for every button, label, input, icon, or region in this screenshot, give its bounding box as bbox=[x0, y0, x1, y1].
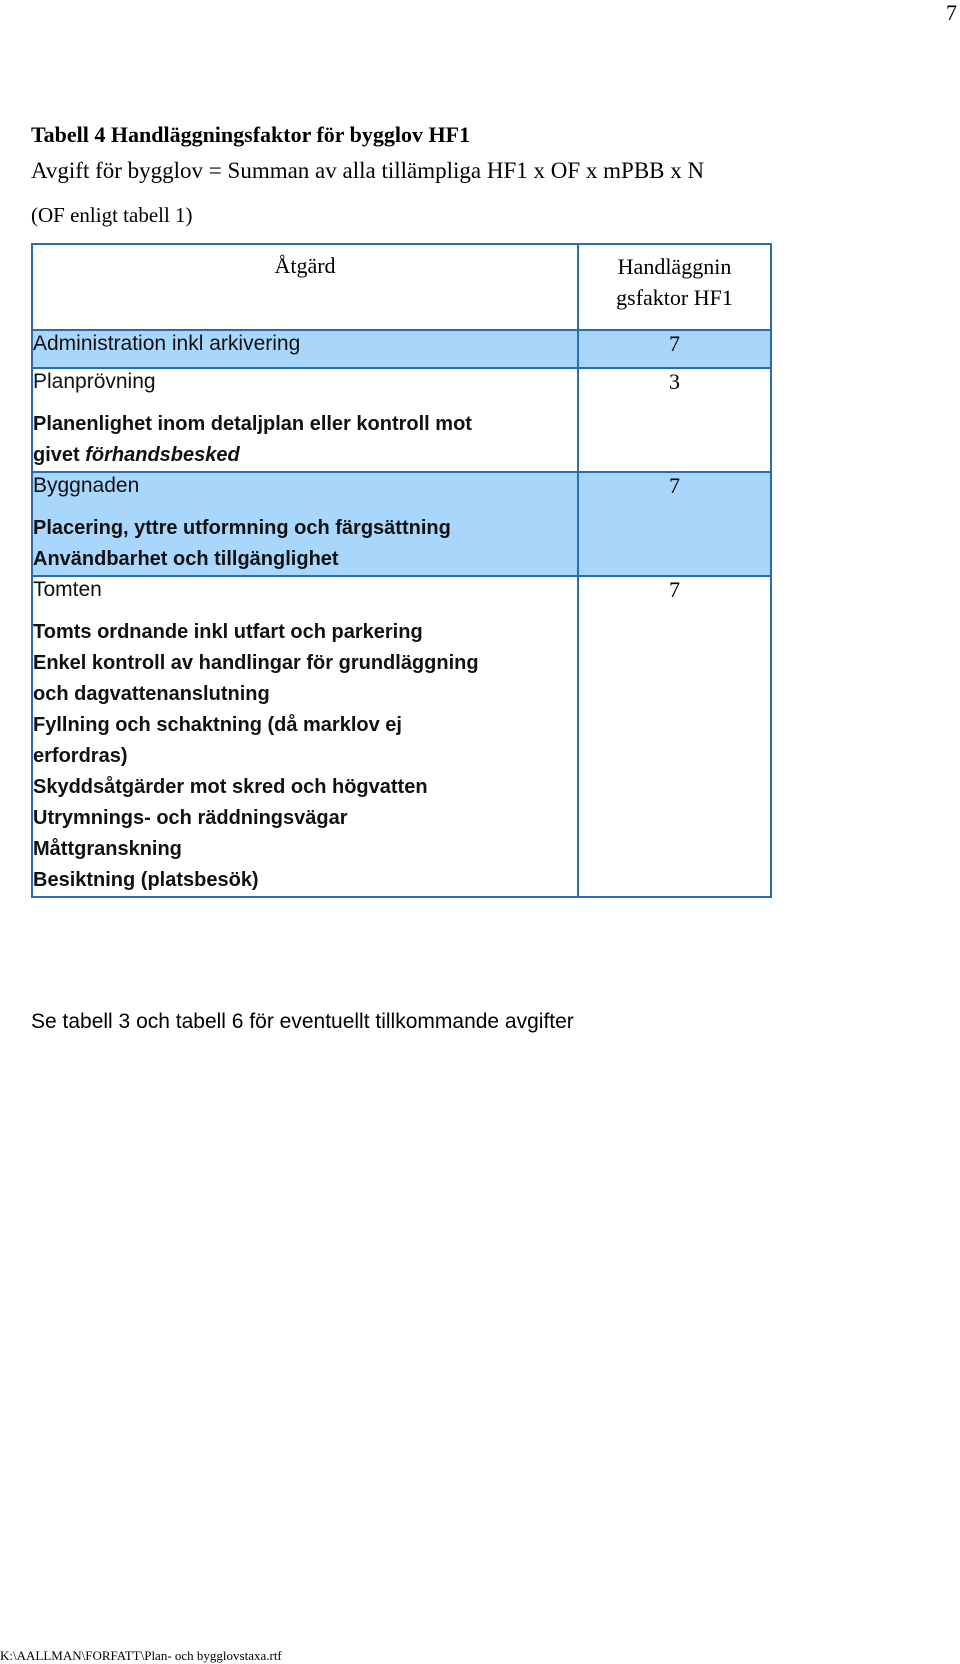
header-hf1-line1: Handläggnin bbox=[617, 254, 732, 279]
row-label-cell bbox=[32, 472, 578, 576]
row-label: Administration inkl arkivering bbox=[33, 332, 301, 355]
table-row-byggnaden bbox=[32, 472, 771, 576]
footer-note: Se tabell 3 och tabell 6 för eventuellt tillkommande avgifter bbox=[31, 1010, 574, 1033]
row-item: och dagvattenanslutning bbox=[33, 683, 270, 705]
row-item: Planenlighet inom detaljplan eller kontroll mot bbox=[33, 413, 472, 435]
row-item: Skyddsåtgärder mot skred och högvatten bbox=[33, 776, 428, 798]
row-item: Måttgranskning bbox=[33, 838, 182, 860]
row-item-italic: förhandsbesked bbox=[85, 444, 240, 466]
row-label: Byggnaden bbox=[33, 474, 140, 497]
row-label-cell bbox=[32, 368, 578, 472]
row-item: Besiktning (platsbesök) bbox=[33, 869, 259, 891]
table-row-tomten bbox=[32, 576, 771, 897]
row-item: givet bbox=[33, 444, 80, 466]
row-items bbox=[33, 409, 577, 471]
table-header-row bbox=[32, 244, 771, 330]
header-atgard: Åtgärd bbox=[32, 244, 578, 330]
row-value: 7 bbox=[578, 472, 771, 576]
row-item: Placering, yttre utformning och färgsättning bbox=[33, 517, 451, 539]
row-item: erfordras) bbox=[33, 745, 128, 767]
file-path: K:\AALLMAN\FORFATT\Plan- och bygglovstaxa.rtf bbox=[0, 1648, 282, 1663]
row-item: Utrymnings- och räddningsvägar bbox=[33, 807, 348, 829]
row-item: Fyllning och schaktning (då marklov ej bbox=[33, 714, 402, 736]
row-item: Användbarhet och tillgänglighet bbox=[33, 548, 339, 570]
header-hf1-line2: gsfaktor HF1 bbox=[616, 285, 733, 310]
row-item: Enkel kontroll av handlingar för grundläggning bbox=[33, 652, 479, 674]
row-value: 7 bbox=[578, 330, 771, 368]
row-value: 3 bbox=[578, 368, 771, 472]
row-items bbox=[33, 617, 577, 896]
row-label: Tomten bbox=[33, 578, 102, 601]
header-hf1 bbox=[578, 244, 771, 330]
page-number: 7 bbox=[946, 0, 957, 25]
row-item-line bbox=[33, 440, 577, 471]
row-items bbox=[33, 513, 577, 575]
table-row-administration bbox=[32, 330, 771, 368]
row-label-cell bbox=[32, 330, 578, 368]
row-value: 7 bbox=[578, 576, 771, 897]
of-note: (OF enligt tabell 1) bbox=[31, 203, 193, 227]
row-label-cell bbox=[32, 576, 578, 897]
row-label: Planprövning bbox=[33, 370, 156, 393]
hf1-table bbox=[31, 243, 772, 898]
fee-formula: Avgift för bygglov = Summan av alla tillämpliga HF1 x OF x mPBB x N bbox=[31, 158, 705, 183]
table-row-planprovning bbox=[32, 368, 771, 472]
row-item: Tomts ordnande inkl utfart och parkering bbox=[33, 621, 423, 643]
table-title: Tabell 4 Handläggningsfaktor för bygglov HF1 bbox=[31, 122, 471, 147]
